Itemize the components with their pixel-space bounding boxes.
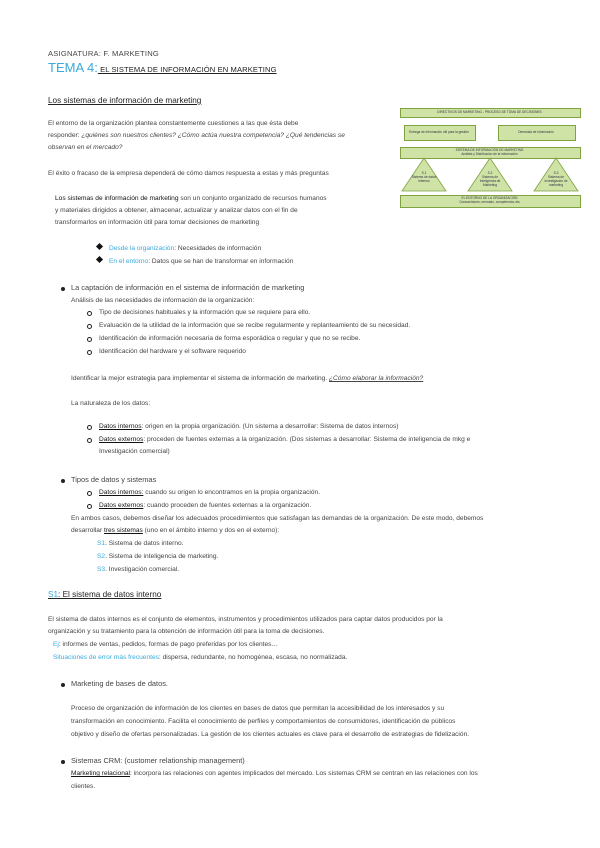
tipos-internal xyxy=(99,488,320,498)
definition-term: Los sistemas de información de marketing xyxy=(55,195,179,202)
system-s3-text: . Investigación comercial. xyxy=(105,566,180,573)
tipos-both-2b: (uno en el ámbito interno y dos en el externo): xyxy=(142,527,280,534)
diagram-middle-title: SISTEMA DE INFORMACIÓN DE MARKETING xyxy=(455,148,524,152)
bullet-env-text: : Datos que se han de transformar en información xyxy=(148,258,294,265)
s1-example-text: : informes de ventas, pedidos, formas de pago preferidas por los clientes… xyxy=(58,641,279,648)
nature-internal-term: Datos internos xyxy=(99,423,142,430)
diagram-s1-text: S.1 Sistema de datos internos xyxy=(411,171,437,183)
diagram-s3-text: S.3 Sistema de Investigación de marketing xyxy=(544,171,568,187)
title-tema: TEMA 4: xyxy=(48,60,98,75)
tipos-external-text: : cuando proceden de fuentes externas a la organización. xyxy=(143,502,312,509)
diamond-bullet-icon xyxy=(96,243,103,250)
captacion-item-1: Tipo de decisiones habituales y la información que se requiere para ello. xyxy=(99,309,311,316)
ring-bullet-icon xyxy=(87,337,92,342)
tipos-both-1: En ambos casos, debemos diseñar los adecuados procedimientos que satisfagan las demandas de la organización. De este modo, debemos xyxy=(71,515,484,522)
captacion-title: La captación de información en el sistema de información de marketing xyxy=(71,283,305,292)
nature-internal-text: : origen en la propia organización. (Un sistema a desarrollar: Sistema de datos internos) xyxy=(141,423,399,430)
diagram-bottom-sub: Consumidores, mercado, competencia, etc xyxy=(459,200,520,204)
system-s1 xyxy=(97,539,184,549)
crm-term: Marketing relacional xyxy=(71,770,131,777)
intro-line-2a: responder: xyxy=(48,132,82,139)
s1-heading-rest: : El sistema de datos interno xyxy=(58,590,162,599)
diagram-left-text: Entrega de información útil para la gestión xyxy=(409,130,469,134)
system-s2-text: . Sistema de inteligencia de marketing. xyxy=(105,553,219,560)
definition-line-1 xyxy=(55,194,327,204)
crm-text: : incorpora las relaciones con agentes implicados del mercado. Los sistemas CRM se centran en las relaciones con los xyxy=(130,770,478,777)
system-s2-code: S2 xyxy=(97,553,106,560)
diamond-bullet-icon xyxy=(96,256,103,263)
captacion-analysis: Análisis de las necesidades de información de la organización: xyxy=(71,297,255,304)
nature-external-2: Investigación comercial) xyxy=(99,448,170,455)
s1-heading xyxy=(48,590,161,599)
tipos-internal-text: cuando su origen lo encontramos en la propia organización. xyxy=(143,489,321,496)
strategy-question: ¿Cómo elaborar la información? xyxy=(329,375,424,382)
s1-heading-code: S1 xyxy=(48,590,59,599)
bullet-org-text: : Necesidades de información xyxy=(174,245,262,252)
page-title xyxy=(48,60,277,75)
crm-line-1 xyxy=(71,769,478,779)
system-s1-text: . Sistema de datos interno. xyxy=(105,540,184,547)
tipos-external-term: Datos externos xyxy=(99,502,144,509)
bullet-env-label: En el entorno xyxy=(109,258,149,265)
intro-line-2 xyxy=(48,131,345,141)
nature-external-text: : proceden de fuentes externas a la organización. (Dos sistemas a desarrollar: Sistema de inteligencia de mkg e xyxy=(143,436,471,443)
definition-line-2: y materiales dirigidos a obtener, almacenar, actualizar y analizar datos con el fin de xyxy=(55,207,298,214)
nature-label: La naturaleza de los datos: xyxy=(71,400,151,407)
bullet-environment xyxy=(97,257,293,267)
ring-bullet-icon xyxy=(87,425,92,430)
bullet-org-label: Desde la organización xyxy=(109,245,175,252)
ring-bullet-icon xyxy=(87,311,92,316)
title-rest: EL SISTEMA DE INFORMACIÓN EN MARKETING xyxy=(97,65,277,74)
nature-internal xyxy=(99,422,398,432)
intro-questions: ¿quiénes son nuestros clientes? ¿Cómo actúa nuestra competencia? ¿Qué tendencias se xyxy=(81,132,345,139)
tipos-title: Tipos de datos y sistemas xyxy=(71,475,157,484)
strategy-line xyxy=(71,374,423,384)
success-line: El éxito o fracaso de la empresa dependerá de cómo damos respuesta a estas y más preguntas xyxy=(48,170,329,177)
bullet-organization xyxy=(97,244,261,254)
s1-errors-text: : dispersa, redundante, no homogénea, escasa, no normalizada. xyxy=(158,654,348,661)
sim-diagram xyxy=(398,108,581,208)
tipos-internal-term: Datos internos: xyxy=(99,489,144,496)
bullet-dot-icon xyxy=(61,287,65,291)
s1-example-label: Ej xyxy=(53,641,59,648)
definition-text-1: son un conjunto organizado de recursos humanos xyxy=(178,195,327,202)
captacion-item-4: Identificación del hardware y el software requerido xyxy=(99,348,246,355)
tipos-both-2 xyxy=(71,526,279,536)
diagram-s2-text: S.2 Sistema de Inteligencia de Marketing xyxy=(479,171,501,187)
s1-errors-label: Situaciones de error más frecuentes xyxy=(53,654,159,661)
subject-label: ASIGNATURA: F. MARKETING xyxy=(48,49,159,58)
s1-line-1: El sistema de datos internos es el conjunto de elementos, instrumentos y procedimientos utilizados para captar datos producidos por la xyxy=(48,616,443,623)
nature-external xyxy=(99,435,470,445)
bullet-dot-icon xyxy=(61,683,65,687)
nature-external-term: Datos externos xyxy=(99,436,144,443)
captacion-item-3: Identificación de información necesaria de forma esporádica o regular y que no se recibe. xyxy=(99,335,361,342)
system-s3-code: S3 xyxy=(97,566,106,573)
bullet-dot-icon xyxy=(61,479,65,483)
bdd-line-2: transformación en conocimiento. Facilita el conocimiento de perfiles y comportamientos de consumidores, identificación de públicos xyxy=(71,718,456,725)
s1-errors xyxy=(53,653,347,663)
captacion-item-2: Evaluación de la utilidad de la información que se recibe regularmente y replanteamiento de su necesidad. xyxy=(99,322,411,329)
ring-bullet-icon xyxy=(87,504,92,509)
crm-line-2: clientes. xyxy=(71,783,96,790)
ring-bullet-icon xyxy=(87,324,92,329)
diagram-bottom-title: EL ENTORNO DE LA ORGANIZACIÓN xyxy=(461,196,518,200)
strategy-text: Identificar la mejor estrategia para implementar el sistema de información de marketing. xyxy=(71,375,330,382)
ring-bullet-icon xyxy=(87,350,92,355)
tipos-both-2a: desarrollar xyxy=(71,527,104,534)
diagram-middle-sub: Análisis y Distribución de la información xyxy=(461,152,518,156)
tipos-both-term: tres sistemas xyxy=(103,527,143,534)
ring-bullet-icon xyxy=(87,438,92,443)
diagram-right-text: Demanda de información xyxy=(518,130,554,134)
diagram-top-text: DIRECTIVOS DE MARKETING - PROCESO DE TOMA DE DECISIONES xyxy=(437,110,542,114)
ring-bullet-icon xyxy=(87,491,92,496)
bullet-dot-icon xyxy=(61,760,65,764)
crm-title: Sistemas CRM: (customer relationship management) xyxy=(71,756,245,765)
intro-line-3 xyxy=(48,143,122,153)
bdd-line-3: objetivo y diseño de ofertas personalizadas. La gestión de los clientes actuales es clave para el desarrollo de estrategias de fidelización. xyxy=(71,731,470,738)
system-s3 xyxy=(97,565,179,575)
section-heading-sim: Los sistemas de información de marketing xyxy=(48,96,202,105)
bdd-title: Marketing de bases de datos. xyxy=(71,679,168,688)
intro-line-3-text: observan en el mercado? xyxy=(48,144,123,151)
bdd-line-1: Proceso de organización de información de los clientes en bases de datos que permitan la accesibilidad de los interesados y su xyxy=(71,705,445,712)
tipos-external xyxy=(99,501,311,511)
system-s1-code: S1 xyxy=(97,540,106,547)
intro-line-1: El entorno de la organización plantea constantemente cuestiones a las que ésta debe xyxy=(48,120,299,127)
definition-line-3: transformarlos en información útil para tomar decisiones de marketing xyxy=(55,219,260,226)
s1-example xyxy=(53,640,278,650)
system-s2 xyxy=(97,552,218,562)
s1-line-2: organización y su tratamiento para la obtención de información útil para la toma de decisiones. xyxy=(48,628,325,635)
